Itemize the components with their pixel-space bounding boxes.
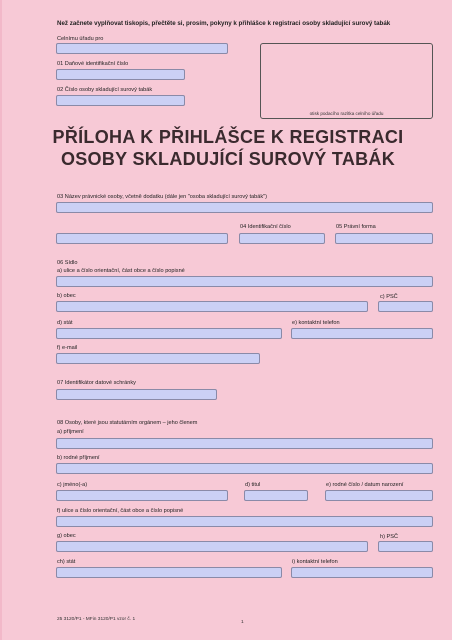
id-number-label: 04 Identifikační číslo xyxy=(240,224,291,230)
member-state-field[interactable] xyxy=(56,567,282,578)
databox-label: 07 Identifikátor datové schránky xyxy=(57,380,136,386)
company-name-label: 03 Název právnické osoby, včetně dodatku (dále jen "osoba skladující surový tabák") xyxy=(57,194,268,200)
seat-state-label: d) stát xyxy=(57,320,73,326)
member-title-label: d) titul xyxy=(245,482,261,488)
member-street-field[interactable] xyxy=(56,516,433,527)
member-title-field[interactable] xyxy=(244,490,308,501)
customs-office-label: Celnímu úřadu pro xyxy=(57,36,104,42)
member-zip-label: h) PSČ xyxy=(380,534,399,540)
member-zip-field[interactable] xyxy=(378,541,433,552)
databox-field[interactable] xyxy=(56,389,217,400)
legal-form-label: 05 Právní forma xyxy=(336,224,376,230)
member-surname-field[interactable] xyxy=(56,438,433,449)
seat-street-label: a) ulice a číslo orientační, část obce a číslo popisné xyxy=(57,268,185,274)
member-surname-label: a) příjmení xyxy=(57,429,84,435)
tax-id-label: 01 Daňové identifikační číslo xyxy=(57,61,129,67)
stamp-box xyxy=(260,43,433,119)
member-birth-number-label: e) rodné číslo / datum narození xyxy=(326,482,404,488)
form-title-line1: PŘÍLOHA K PŘIHLÁŠCE K REGISTRACI xyxy=(52,127,404,147)
member-phone-label: i) kontaktní telefon xyxy=(292,559,338,565)
seat-municipality-label: b) obec xyxy=(57,293,76,299)
seat-phone-label: e) kontaktní telefon xyxy=(292,320,340,326)
customs-office-field[interactable] xyxy=(56,43,228,54)
seat-phone-field[interactable] xyxy=(291,328,433,339)
seat-heading: 06 Sídlo xyxy=(57,260,78,266)
form-code: 25 3120/P1 - MFin 3120/P1 vzor č. 1 xyxy=(57,617,136,622)
member-first-name-label: c) jméno(-a) xyxy=(57,482,88,488)
seat-zip-label: c) PSČ xyxy=(380,294,398,300)
member-municipality-field[interactable] xyxy=(56,541,368,552)
instructions-note: Než začnete vyplňovat tiskopis, přečtěte si, prosím, pokyny k přihlášce k registraci osoby skladující surový tabák xyxy=(57,20,391,27)
stamp-label: otisk podacího razítka celního úřadu xyxy=(309,111,384,116)
tax-id-field[interactable] xyxy=(56,69,185,80)
seat-street-field[interactable] xyxy=(56,276,433,287)
seat-municipality-field[interactable] xyxy=(56,301,368,312)
storer-number-field[interactable] xyxy=(56,95,185,106)
member-municipality-label: g) obec xyxy=(57,533,76,539)
seat-email-label: f) e-mail xyxy=(57,345,78,351)
id-number-field[interactable] xyxy=(239,233,325,244)
legal-form-field[interactable] xyxy=(335,233,433,244)
company-name-field-2[interactable] xyxy=(56,233,228,244)
seat-zip-field[interactable] xyxy=(378,301,433,312)
member-heading: 08 Osoby, které jsou statutárním orgánem – jeho členem xyxy=(57,420,198,426)
member-birth-surname-label: b) rodné příjmení xyxy=(57,455,100,461)
seat-email-field[interactable] xyxy=(56,353,260,364)
page-number: 1 xyxy=(241,620,244,625)
member-first-name-field[interactable] xyxy=(56,490,228,501)
seat-state-field[interactable] xyxy=(56,328,282,339)
storer-number-label: 02 Číslo osoby skladující surový tabák xyxy=(57,87,153,93)
member-birth-number-field[interactable] xyxy=(325,490,433,501)
company-name-field[interactable] xyxy=(56,202,433,213)
member-phone-field[interactable] xyxy=(291,567,433,578)
form-title-line2: OSOBY SKLADUJÍCÍ SUROVÝ TABÁK xyxy=(60,149,396,169)
member-state-label: ch) stát xyxy=(57,559,76,565)
member-street-label: f) ulice a číslo orientační, část obce a číslo popisné xyxy=(57,508,184,514)
member-birth-surname-field[interactable] xyxy=(56,463,433,474)
